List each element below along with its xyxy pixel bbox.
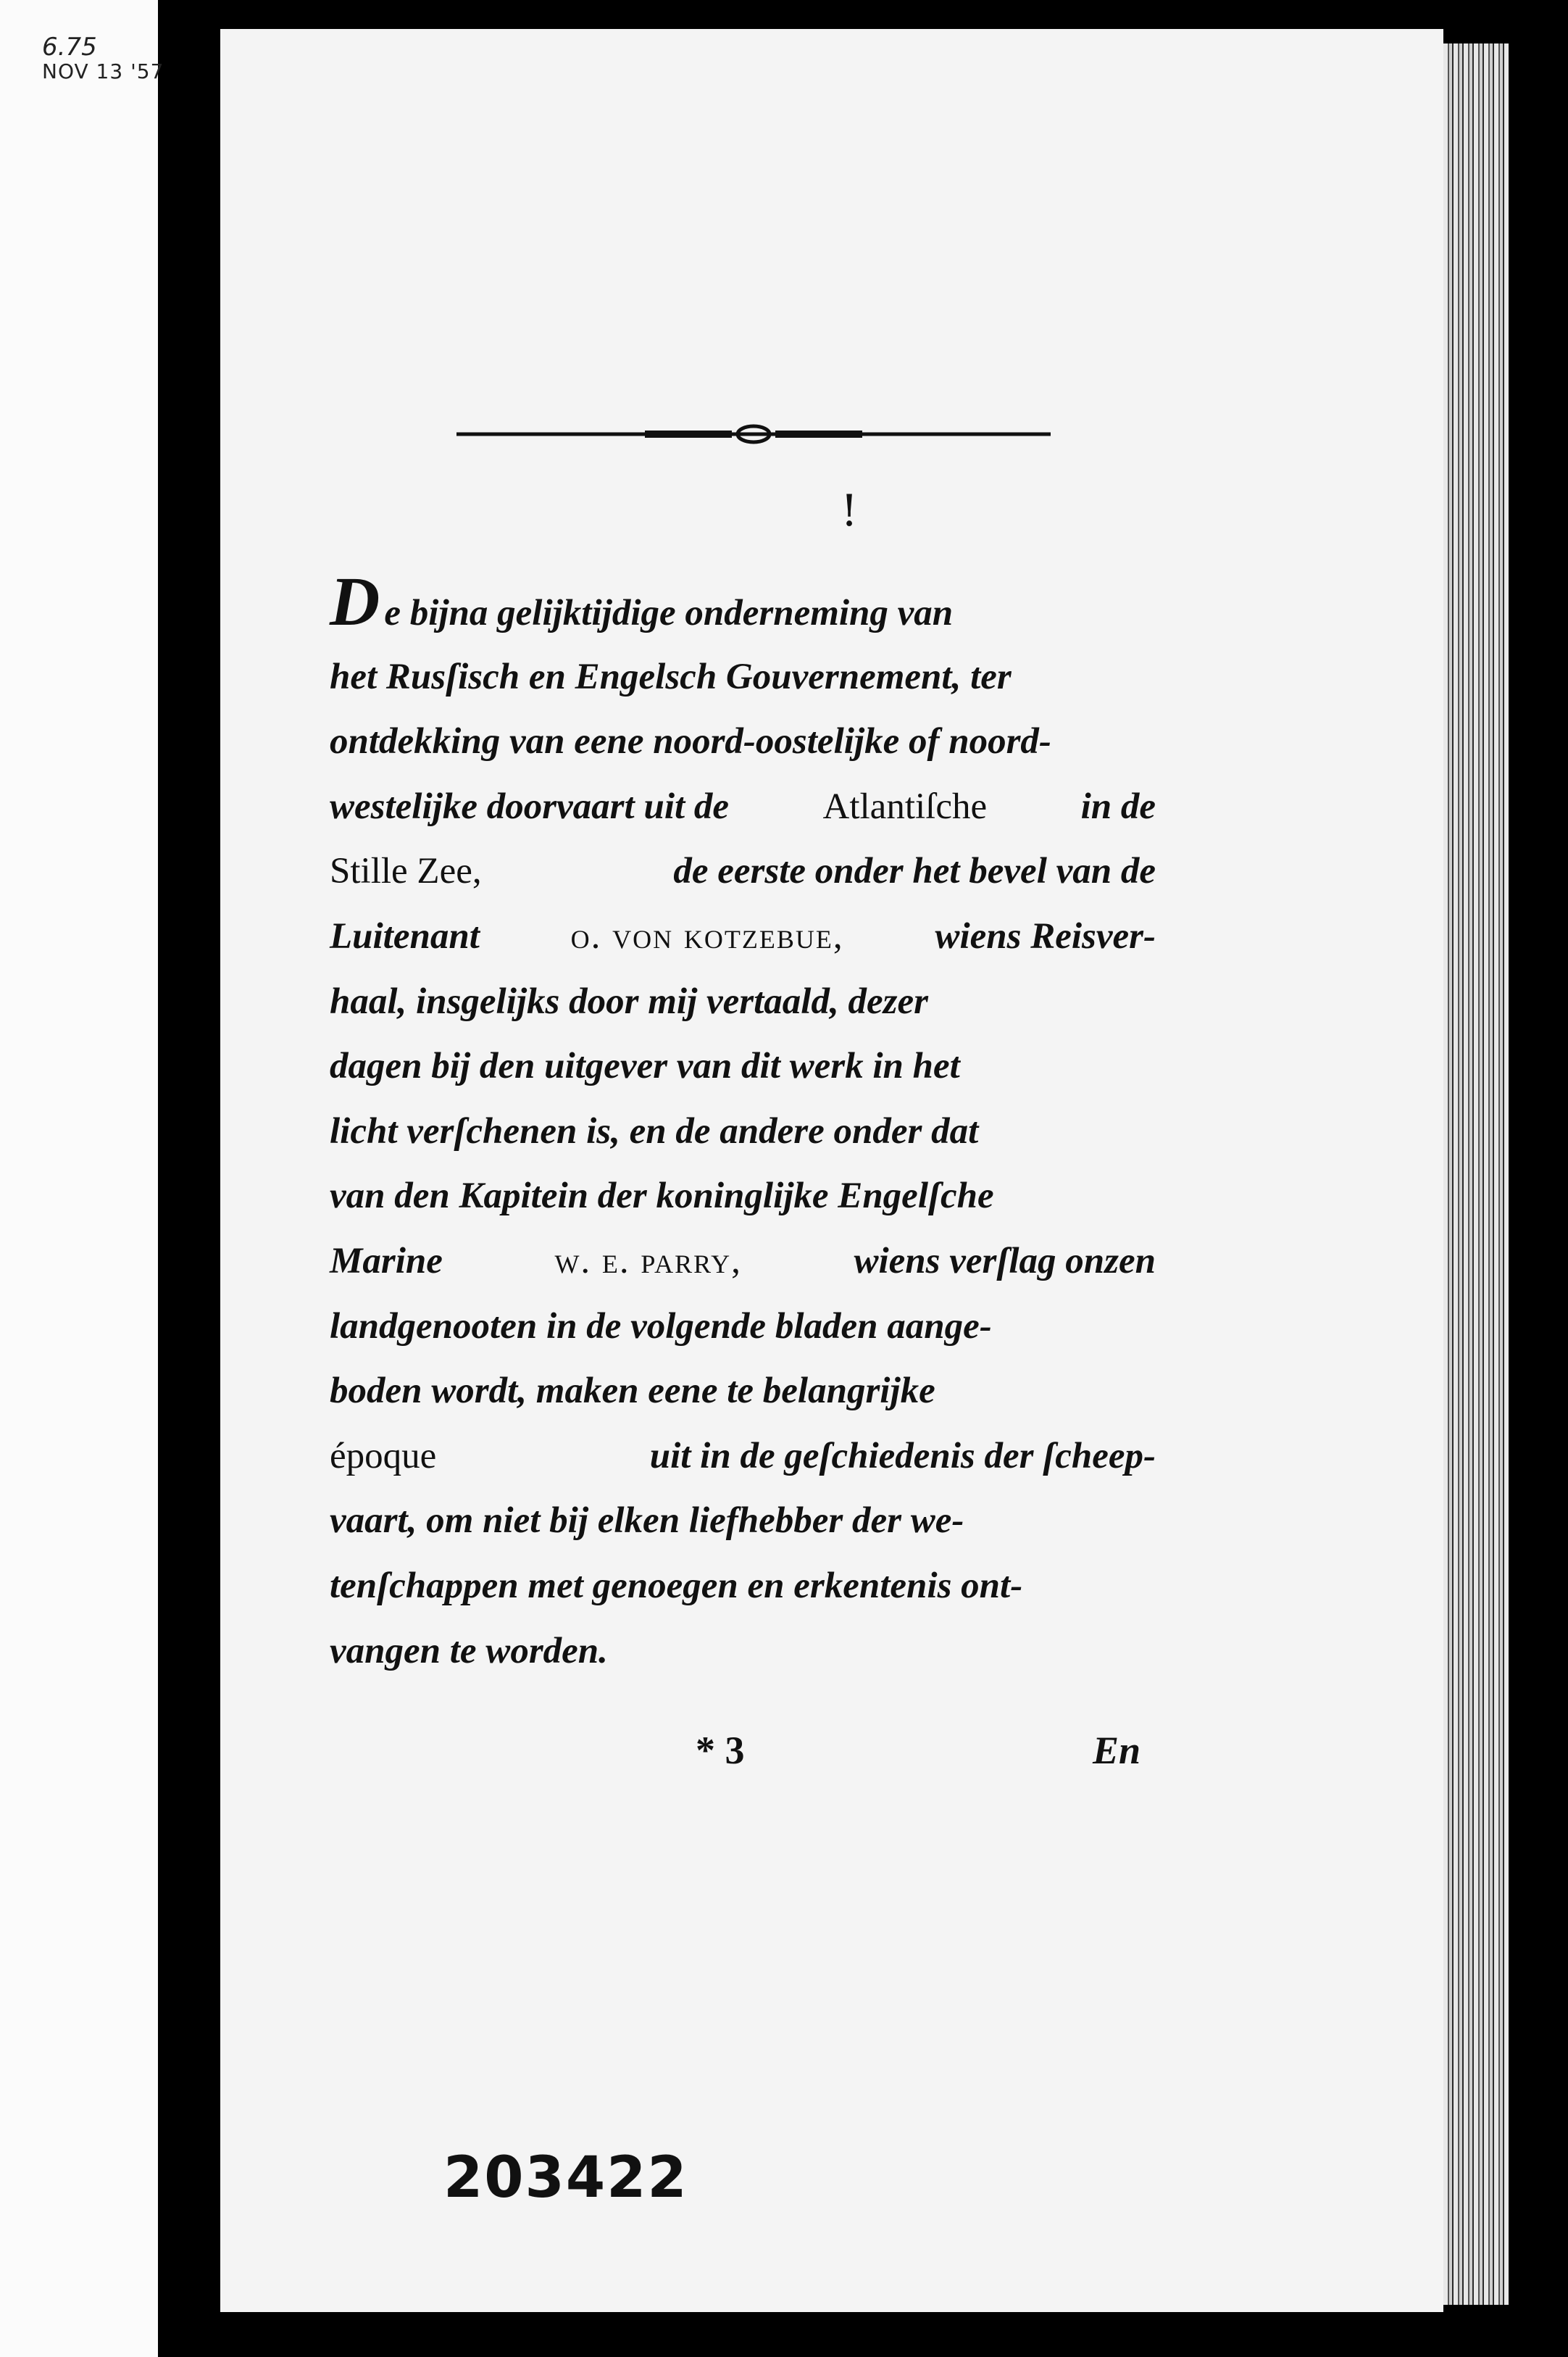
text-line: vangen te worden. bbox=[330, 1630, 608, 1671]
page-edge-stack bbox=[1443, 43, 1509, 2305]
text-line bbox=[330, 839, 1156, 905]
accession-number: 6.75 bbox=[42, 33, 97, 62]
accession-date: NOV 13 '57 bbox=[42, 59, 164, 83]
text-line bbox=[330, 1229, 1156, 1294]
printer-mark: ! bbox=[841, 486, 859, 536]
line-text-roman: époque bbox=[330, 1435, 437, 1476]
line-text: wiens verſlag onzen bbox=[854, 1240, 1156, 1281]
text-line: ontdekking van eene noord-oostelijke of noord- bbox=[330, 721, 1051, 762]
line-text: Marine bbox=[330, 1240, 443, 1281]
first-line bbox=[330, 562, 954, 645]
line-text-roman: Atlantiſche bbox=[822, 786, 988, 827]
text-line: haal, insgelijks door mij vertaald, dezer bbox=[330, 981, 928, 1022]
signature-mark: * 3 bbox=[696, 1729, 745, 1772]
library-accession-mark bbox=[42, 35, 165, 82]
line-text: de eerste onder het bevel van de bbox=[673, 851, 1156, 892]
ornamental-rule bbox=[456, 423, 1051, 445]
line-text: wiens Reisver- bbox=[935, 915, 1156, 957]
dropcap: D bbox=[330, 562, 380, 640]
text-line: het Rusſisch en Engelsch Gouvernement, ter bbox=[330, 656, 1012, 697]
catchword: En bbox=[1093, 1729, 1141, 1772]
text-line bbox=[330, 775, 1156, 840]
text-line: tenſchappen met genoegen en erkentenis ont- bbox=[330, 1565, 1023, 1606]
stamp-number: 203422 bbox=[443, 2145, 688, 2211]
line-text: in de bbox=[1080, 786, 1156, 827]
text-line: van den Kapitein der koninglijke Engelſche bbox=[330, 1176, 994, 1217]
line-text: westelijke doorvaart uit de bbox=[330, 786, 730, 827]
name-smallcaps: o. von kotzebue, bbox=[570, 915, 844, 957]
line-text: e bijna gelijktijdige onderneming van bbox=[384, 593, 954, 633]
line-text-roman: Stille Zee, bbox=[330, 851, 482, 892]
text-line: boden wordt, maken eene te belangrijke bbox=[330, 1371, 935, 1412]
left-margin-strip bbox=[0, 0, 164, 2357]
text-line: landgenooten in de volgende bladen aange- bbox=[330, 1305, 992, 1347]
text-line: vaart, om niet bij elken liefhebber der we- bbox=[330, 1500, 964, 1542]
line-text: uit in de geſchiedenis der ſcheep- bbox=[649, 1435, 1156, 1476]
line-text: Luitenant bbox=[330, 915, 480, 957]
body-text bbox=[330, 562, 1156, 1684]
text-line: dagen bij den uitgever van dit werk in het bbox=[330, 1046, 960, 1087]
text-line: licht verſchenen is, en de andere onder dat bbox=[330, 1110, 979, 1152]
name-smallcaps: w. e. parry, bbox=[554, 1240, 742, 1281]
text-line bbox=[330, 1424, 1156, 1489]
text-line bbox=[330, 905, 1156, 970]
text-line bbox=[330, 562, 1156, 645]
